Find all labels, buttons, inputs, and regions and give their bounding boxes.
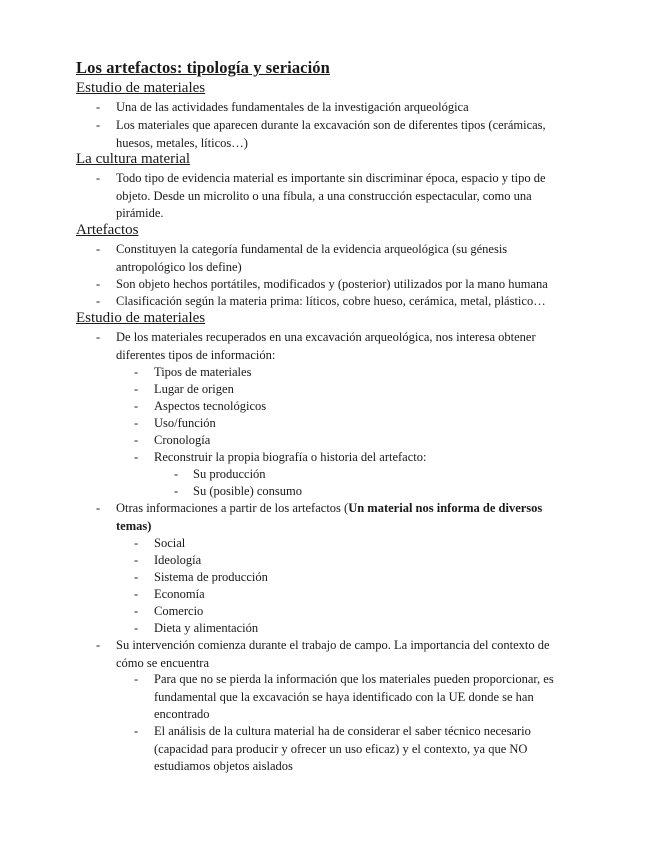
list-item: De los materiales recuperados en una excavación arqueológica, nos interesa obtener diferentes tipos de información: — [116, 330, 536, 362]
bullet-dash: - — [96, 638, 101, 652]
list-item-otras-informaciones — [116, 500, 556, 535]
bullet-dash: - — [134, 399, 139, 413]
bullet-dash: - — [96, 330, 101, 344]
list-item: Tipos de materiales — [154, 365, 252, 379]
list-item: Los materiales que aparecen durante la excavación son de diferentes tipos (cerámicas, huesos, metales, líticos…) — [116, 118, 546, 150]
list-item: Su intervención comienza durante el trabajo de campo. La importancia del contexto de cómo se encuentra — [116, 638, 550, 670]
bullet-dash: - — [134, 672, 139, 686]
section-heading-estudio-materiales-2: Estudio de materiales — [76, 310, 206, 326]
list-item: Economía — [154, 587, 205, 601]
bullet-dash: - — [134, 450, 139, 464]
list-item: Social — [154, 536, 186, 550]
list-item: El análisis de la cultura material ha de considerar el saber técnico necesario (capacidad para producir y ofrecer un uso eficaz) y el contexto, ya que NO estudiamos objetos aislados — [154, 724, 531, 773]
bullet-dash: - — [174, 484, 179, 498]
bullet-dash: - — [96, 118, 101, 132]
bullet-dash: - — [134, 724, 139, 738]
bullet-dash: - — [134, 416, 139, 430]
list-item: Comercio — [154, 604, 204, 618]
bullet-dash: - — [96, 171, 101, 185]
bullet-dash: - — [96, 294, 101, 308]
bullet-dash: - — [134, 536, 139, 550]
list-item: Constituyen la categoría fundamental de la evidencia arqueológica (su génesis antropológico los define) — [116, 242, 508, 274]
bullet-dash: - — [134, 570, 139, 584]
list-item: Aspectos tecnológicos — [154, 399, 267, 413]
bullet-dash: - — [134, 621, 139, 635]
list-item: Para que no se pierda la información que los materiales pueden proporcionar, es fundamental que la excavación se haya identificado con la UE donde se han encontrado — [154, 672, 554, 721]
list-item: Todo tipo de evidencia material es importante sin discriminar época, espacio y tipo de objeto. Desde un microlito o una fíbula, a una construcción espectacular, como una pirámide. — [116, 171, 546, 220]
list-item: Su (posible) consumo — [193, 484, 303, 498]
list-item: Lugar de origen — [154, 382, 234, 396]
section-heading-artefactos: Artefactos — [76, 222, 139, 238]
list-item: Sistema de producción — [154, 570, 268, 584]
list-item: Reconstruir la propia biografía o historia del artefacto: — [154, 450, 427, 464]
document-title: Los artefactos: tipología y seriación — [76, 58, 330, 77]
bullet-dash: - — [96, 242, 101, 256]
list-item: Dieta y alimentación — [154, 621, 259, 635]
otras-bold-emphasis: Un material nos informa de diversos temas) — [116, 501, 543, 533]
otras-prefix: Otras informaciones a partir de los artefactos ( — [116, 501, 349, 515]
list-item: Uso/función — [154, 416, 216, 430]
section-heading-estudio-materiales: Estudio de materiales — [76, 80, 206, 96]
bullet-dash: - — [96, 501, 101, 515]
bullet-dash: - — [134, 382, 139, 396]
section-heading-cultura-material: La cultura material — [76, 151, 191, 167]
list-item: Cronología — [154, 433, 211, 447]
list-item: Clasificación según la materia prima: líticos, cobre hueso, cerámica, metal, plástico… — [116, 294, 546, 308]
bullet-dash: - — [174, 467, 179, 481]
list-item: Su producción — [193, 467, 266, 481]
list-item: Una de las actividades fundamentales de la investigación arqueológica — [116, 100, 469, 114]
bullet-dash: - — [134, 587, 139, 601]
bullet-dash: - — [134, 365, 139, 379]
bullet-dash: - — [134, 604, 139, 618]
bullet-dash: - — [96, 100, 101, 114]
list-item: Son objeto hechos portátiles, modificados y (posterior) utilizados por la mano humana — [116, 277, 548, 291]
list-item: Ideología — [154, 553, 202, 567]
bullet-dash: - — [134, 553, 139, 567]
bullet-dash: - — [96, 277, 101, 291]
bullet-dash: - — [134, 433, 139, 447]
